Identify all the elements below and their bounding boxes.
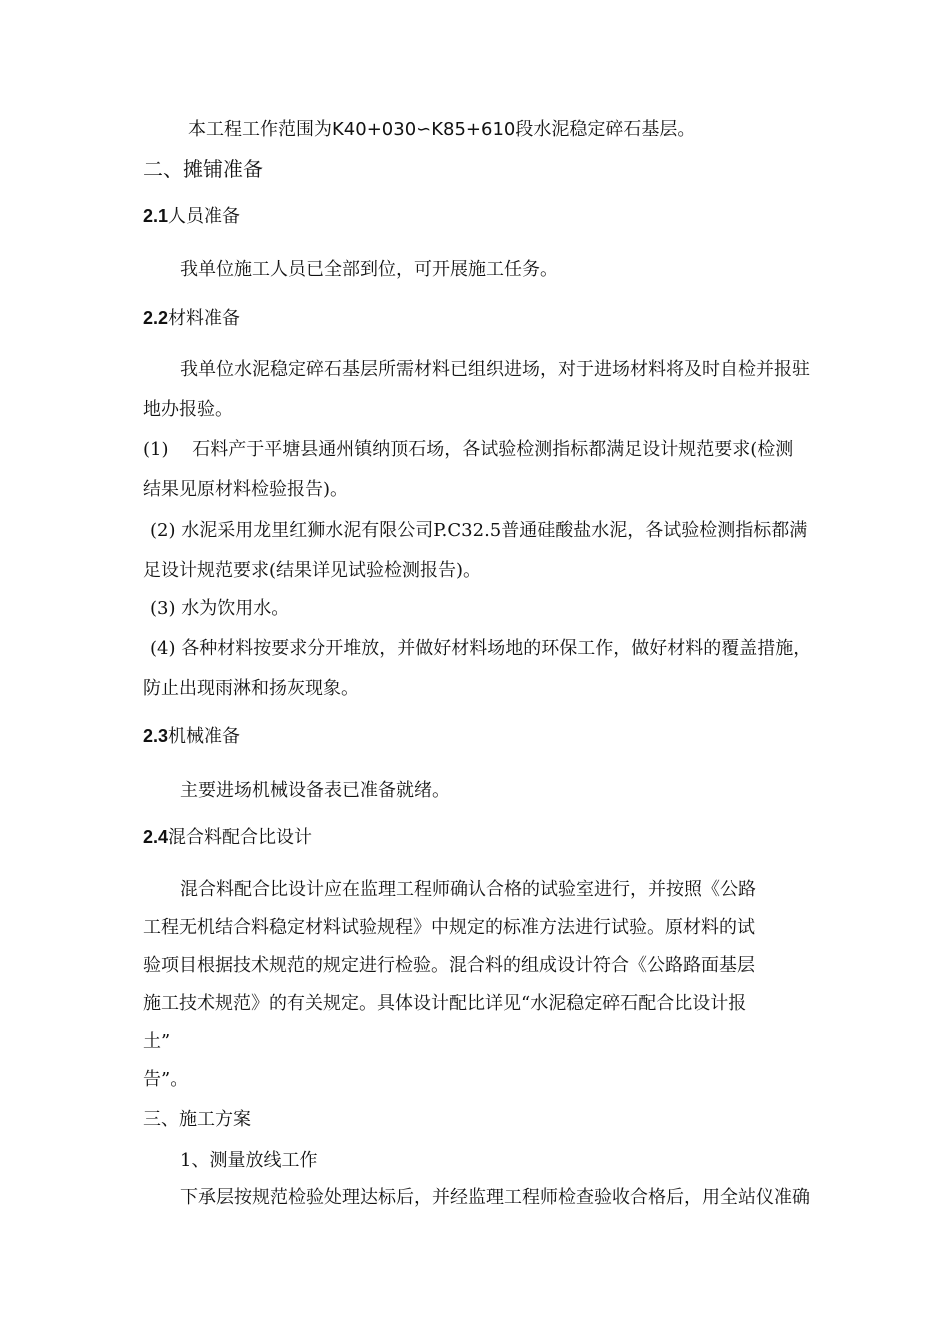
scope-paragraph: 本工程工作范围为K40+030∽K85+610段水泥稳定碎石基层。: [188, 119, 696, 140]
list-item-3: (3) 水为饮用水。: [150, 598, 290, 619]
subheading-title: 材料准备: [168, 308, 241, 329]
subheading-number: 2.1: [143, 206, 169, 226]
section-heading-3: 三、施工方案: [143, 1109, 251, 1130]
paragraph-2-3: 主要进场机械设备表已准备就绪。: [180, 780, 450, 801]
list-item-4-line-2: 防止出现雨淋和扬灰现象。: [143, 678, 359, 699]
subheading-title: 人员准备: [168, 206, 241, 227]
subheading-2-4: [143, 825, 312, 850]
subheading-number: 2.4: [143, 827, 169, 847]
paragraph-2-4-line-4: 施工技术规范》的有关规定。具体设计配比详见“水泥稳定碎石配合比设计报: [143, 993, 747, 1014]
paragraph-2-2-line-2: 地办报验。: [143, 399, 233, 420]
subheading-2-3: [143, 724, 240, 749]
list-item-4-line-1: (4) 各种材料按要求分开堆放，并做好材料场地的环保工作，做好材料的覆盖措施，: [150, 638, 812, 659]
subheading-number: 2.2: [143, 308, 169, 328]
list-item-2-line-1: (2) 水泥采用龙里红狮水泥有限公司P.C32.5普通硅酸盐水泥，各试验检测指标都满: [150, 520, 808, 541]
subheading-2-2: [143, 306, 240, 331]
subheading-title: 混合料配合比设计: [168, 827, 313, 848]
paragraph-2-4-line-2: 工程无机结合料稳定材料试验规程》中规定的标准方法进行试验。原材料的试: [143, 917, 755, 938]
subheading-number: 2.3: [143, 726, 169, 746]
paragraph-2-4-line-1: 混合料配合比设计应在监理工程师确认合格的试验室进行，并按照《公路: [180, 879, 756, 900]
paragraph-2-4-line-6: 告”。: [143, 1069, 189, 1090]
paragraph-2-1: 我单位施工人员已全部到位，可开展施工任务。: [180, 259, 558, 280]
paragraph-3-1: 下承层按规范检验处理达标后，并经监理工程师检查验收合格后，用全站仪准确: [180, 1187, 810, 1208]
list-item-1-line-2: 结果见原材料检验报告)。: [143, 479, 349, 500]
list-item-1-line-1: (1) 石料产于平塘县通州镇纳顶石场，各试验检测指标都满足设计规范要求(检测: [143, 439, 794, 460]
list-item-2-line-2: 足设计规范要求(结果详见试验检测报告)。: [143, 560, 482, 581]
subsection-3-1: 1、测量放线工作: [180, 1150, 318, 1171]
subheading-2-1: [143, 204, 240, 229]
subheading-title: 机械准备: [168, 726, 241, 747]
paragraph-2-2-line-1: 我单位水泥稳定碎石基层所需材料已组织进场，对于进场材料将及时自检并报驻: [180, 359, 810, 380]
paragraph-2-4-line-3: 验项目根据技术规范的规定进行检验。混合料的组成设计符合《公路路面基层: [143, 955, 755, 976]
paragraph-2-4-line-5: 土”: [143, 1031, 171, 1052]
section-heading-2: 二、摊铺准备: [143, 157, 263, 181]
